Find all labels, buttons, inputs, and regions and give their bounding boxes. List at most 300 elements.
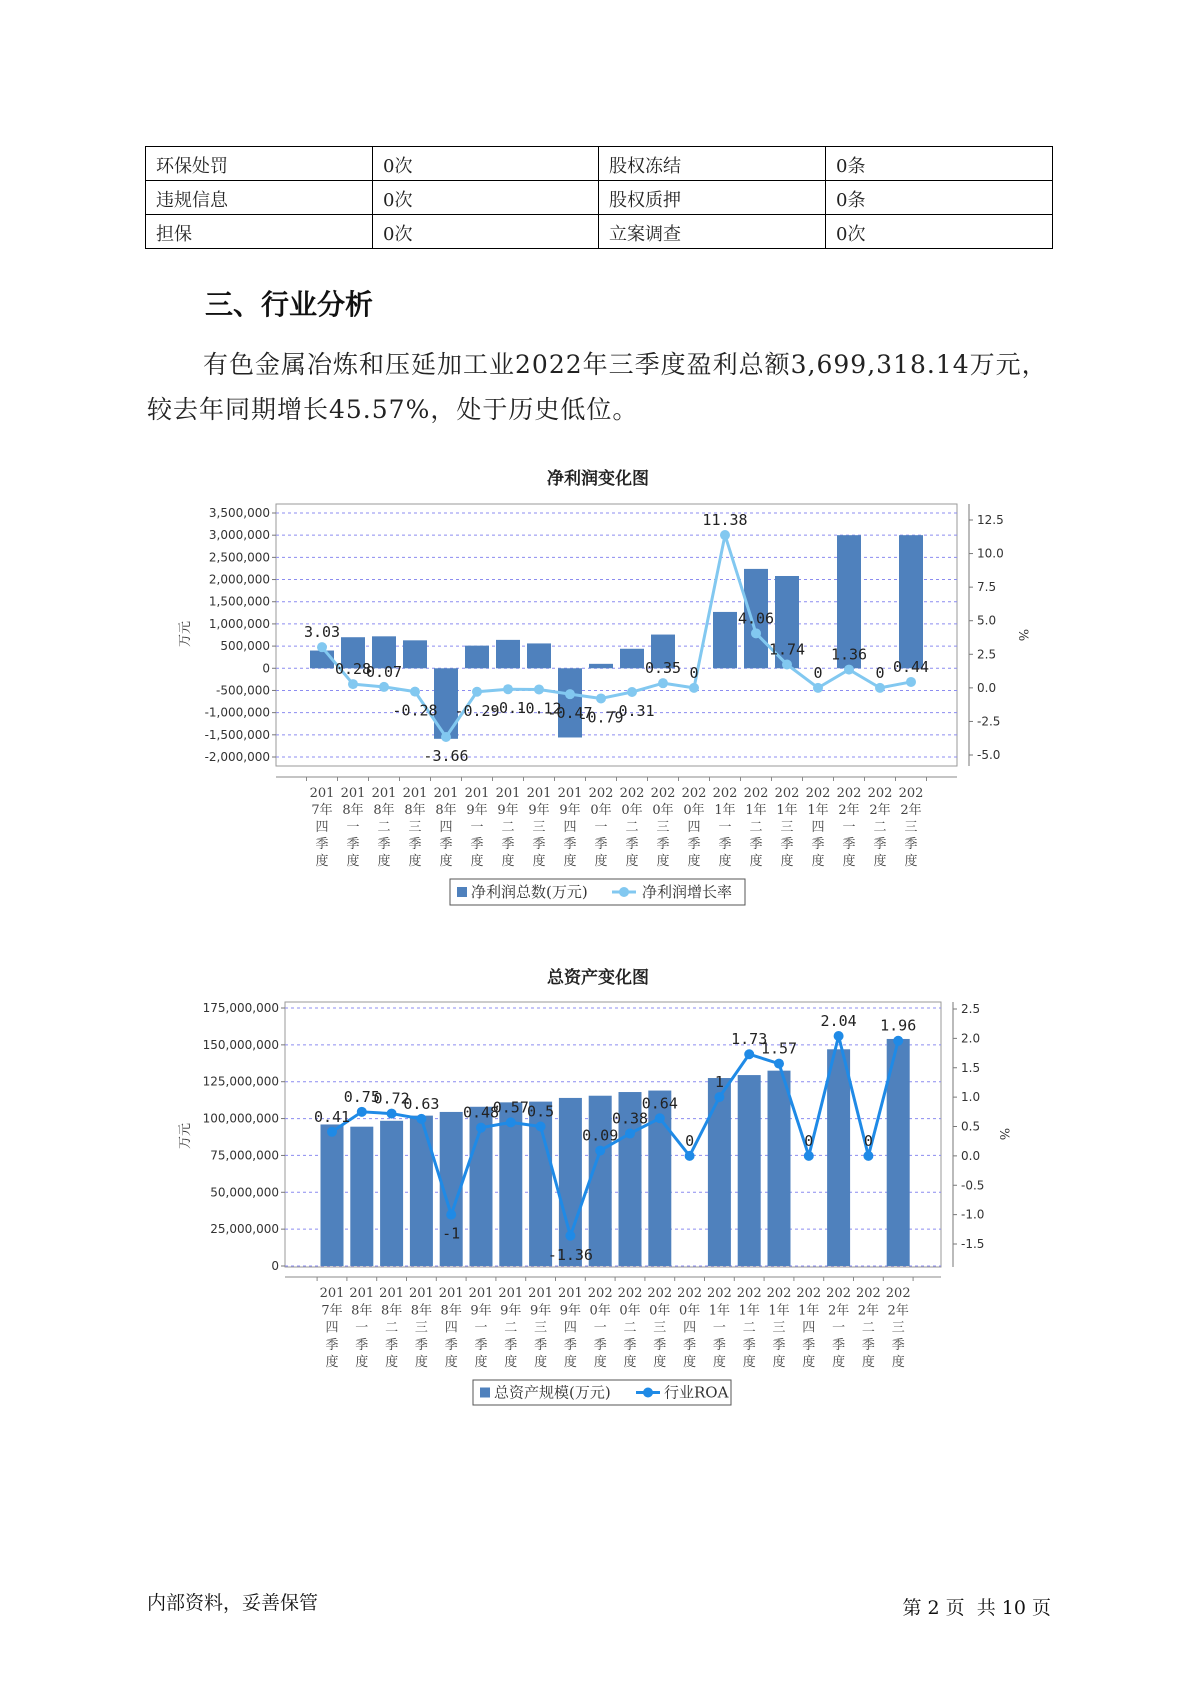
x-tick-label-line: 度: [683, 1355, 697, 1371]
x-tick-label-line: 季: [470, 837, 484, 852]
x-tick-label-line: 202: [836, 786, 862, 801]
x-tick-label-line: 202: [855, 1286, 881, 1301]
x-tick-label-line: 季: [501, 837, 515, 852]
bar: [410, 1116, 433, 1266]
x-tick-label-line: 201: [408, 1286, 434, 1301]
x-tick-label-line: 0年: [649, 1303, 671, 1319]
table-row: [146, 215, 1053, 249]
x-tick-label: [868, 786, 893, 869]
y2-tick-label: 0.0: [961, 1148, 981, 1163]
y2-tick-label: 2.5: [977, 647, 997, 662]
y-tick-label: -1,000,000: [204, 705, 270, 720]
line-marker: [906, 677, 916, 687]
y-tick-label: -500,000: [216, 683, 270, 698]
y2-tick-label: -0.5: [961, 1178, 985, 1193]
x-tick-label: [713, 786, 738, 869]
x-tick-label-line: 一: [594, 820, 608, 835]
x-tick-label-line: 202: [743, 786, 769, 801]
table-cell-label: 环保处罚: [146, 147, 373, 181]
x-tick-label-line: 二: [861, 1320, 875, 1336]
x-tick-label-line: 四: [325, 1320, 339, 1336]
x-tick-label-line: 一: [842, 820, 856, 835]
x-tick-label: [372, 786, 397, 869]
x-tick-label: [886, 1286, 911, 1370]
x-tick-label-line: 度: [563, 854, 577, 869]
line-marker: [327, 1127, 337, 1137]
x-tick-label-line: 四: [683, 1320, 697, 1336]
data-label: 0.38: [611, 1109, 649, 1128]
x-tick-label-line: 201: [433, 786, 459, 801]
bar: [899, 535, 923, 668]
data-label: 0: [689, 663, 699, 682]
x-tick-label-line: 二: [625, 820, 639, 835]
bar: [589, 664, 613, 668]
x-tick-label-line: 度: [742, 1355, 756, 1371]
paragraph-line: 较去年同期增长45.57%，处于历史低位。: [147, 395, 639, 424]
section-heading: 三、行业分析: [205, 288, 374, 321]
data-label: 11.38: [702, 511, 748, 530]
bar: [558, 668, 582, 737]
y2-tick-label: 5.0: [977, 613, 997, 628]
x-tick-label-line: 8年: [435, 803, 457, 818]
table-row: [146, 181, 1053, 215]
y2-tick-label: 12.5: [977, 513, 1004, 527]
line-marker: [379, 682, 389, 692]
x-tick-label-line: 1年: [776, 803, 798, 818]
x-tick-label-line: 201: [349, 1286, 375, 1301]
bar: [403, 640, 427, 668]
x-tick-label-line: 二: [501, 820, 515, 835]
y2-tick-label: -1.5: [961, 1237, 985, 1251]
x-tick-label-line: 季: [444, 1337, 458, 1353]
x-tick-label-line: 季: [811, 837, 825, 852]
data-label: 1.57: [760, 1039, 798, 1058]
table-cell-value: 0次: [373, 215, 599, 249]
data-label: -0.79: [578, 708, 624, 727]
x-tick-label-line: 度: [861, 1355, 875, 1371]
x-tick-label-line: 度: [414, 1355, 428, 1371]
y-tick-label: -1,500,000: [204, 727, 270, 742]
x-tick-label-line: 8年: [410, 1303, 433, 1319]
data-label: 0: [863, 1131, 873, 1150]
x-tick-label-line: 一: [474, 1320, 488, 1336]
x-tick-label-line: 度: [832, 1355, 846, 1371]
data-label: 0: [813, 663, 823, 682]
x-tick-label-line: 度: [532, 854, 546, 869]
x-tick-label-line: 0年: [678, 1303, 701, 1319]
x-tick-label-line: 202: [650, 786, 676, 801]
x-tick-label-line: 一: [470, 820, 484, 835]
table-row: [146, 147, 1053, 181]
line-marker: [536, 1122, 546, 1132]
data-label: -0.47: [547, 704, 593, 723]
y2-tick-label: 1.5: [961, 1060, 981, 1075]
x-tick-label-line: 度: [408, 854, 422, 869]
table-cell-label: 担保: [146, 215, 373, 249]
x-tick-label-line: 季: [742, 1337, 756, 1353]
line-marker: [565, 689, 575, 699]
y2-axis-label: %: [996, 1127, 1011, 1141]
x-tick-label-line: 季: [439, 837, 453, 852]
x-tick-label-line: 四: [315, 820, 329, 835]
line-marker: [720, 530, 730, 540]
y2-axis-label: %: [1015, 628, 1030, 642]
x-tick-label-line: 8年: [373, 803, 395, 818]
bar: [713, 612, 737, 668]
x-tick-label-line: 季: [532, 837, 546, 852]
y-tick-label: 175,000,000: [202, 1001, 279, 1015]
x-tick-label-line: 8年: [380, 1303, 403, 1319]
x-tick-label-line: 8年: [351, 1303, 373, 1319]
x-tick-label-line: 1年: [714, 803, 736, 818]
data-label: 1.73: [731, 1030, 768, 1049]
x-tick-label-line: 季: [563, 837, 577, 852]
x-tick-label-line: 202: [867, 786, 893, 801]
x-tick-label-line: 季: [414, 1337, 428, 1353]
x-tick-label-line: 度: [315, 854, 329, 869]
line-marker: [534, 684, 544, 694]
x-tick-label-line: 201: [309, 786, 335, 801]
x-tick-label-line: 9年: [470, 1303, 492, 1319]
x-tick-label-line: 201: [438, 1286, 464, 1301]
x-tick-label-line: 201: [528, 1286, 554, 1301]
x-tick-label-line: 度: [625, 854, 639, 869]
x-tick-label: [498, 1286, 523, 1370]
x-tick-label: [403, 786, 428, 869]
x-tick-label-line: 一: [718, 820, 732, 835]
bar: [589, 1096, 612, 1266]
x-tick-label-line: 二: [377, 820, 391, 835]
x-tick-label-line: 度: [904, 854, 918, 869]
x-tick-label-line: 9年: [500, 1303, 522, 1319]
x-tick-label-line: 二: [742, 1320, 756, 1336]
bar: [380, 1121, 403, 1266]
line-marker: [476, 1123, 486, 1133]
x-tick-label-line: 0年: [619, 1303, 641, 1319]
x-tick-label-line: 度: [811, 854, 825, 869]
x-tick-label-line: 季: [325, 1337, 339, 1353]
x-tick-label-line: 度: [504, 1355, 518, 1371]
line-marker: [804, 1151, 814, 1161]
data-label: 0.63: [403, 1094, 440, 1113]
data-label: 1.74: [768, 640, 806, 659]
y-tick-label: 1,500,000: [208, 594, 270, 609]
x-tick-label-line: 8年: [440, 1303, 462, 1319]
x-tick-label: [737, 1286, 762, 1370]
x-tick-label-line: 2年: [857, 1303, 880, 1319]
y2-tick-label: -5.0: [977, 748, 1001, 762]
x-tick-label-line: 度: [653, 1355, 667, 1371]
x-tick-label: [527, 786, 552, 869]
x-tick-label-line: 季: [802, 1337, 816, 1353]
x-tick-label-line: 度: [873, 854, 887, 869]
bar: [827, 1049, 850, 1266]
x-tick-label: [806, 786, 831, 869]
data-label: -0.12: [516, 699, 562, 718]
y-tick-label: -2,000,000: [204, 750, 270, 764]
x-tick-label-line: 9年: [466, 803, 488, 818]
x-tick-label-line: 202: [712, 786, 738, 801]
bar: [768, 1071, 791, 1266]
x-tick-label-line: 2年: [869, 803, 891, 818]
data-label: 0.57: [492, 1098, 529, 1117]
paragraph-line: 有色金属冶炼和压延加工业2022年三季度盈利总额3,699,318.14万元，: [203, 350, 1048, 379]
x-tick-label-line: 一: [593, 1320, 607, 1336]
x-tick-label-line: 季: [891, 1337, 905, 1353]
x-tick-label-line: 季: [832, 1337, 846, 1353]
data-label: -1.36: [547, 1245, 593, 1264]
line-marker: [689, 683, 699, 693]
x-tick-label-line: 度: [593, 1355, 607, 1371]
y2-tick-label: 2.5: [961, 1002, 981, 1016]
x-tick-label-line: 四: [563, 1320, 577, 1336]
x-tick-label-line: 季: [625, 837, 639, 852]
x-tick-label-line: 度: [470, 854, 484, 869]
data-label: -0.28: [392, 701, 438, 720]
x-tick-label-line: 季: [534, 1337, 548, 1353]
data-label: 0.35: [644, 659, 682, 678]
x-tick-label-line: 度: [687, 854, 701, 869]
data-label: 0.41: [313, 1107, 351, 1126]
x-tick-label: [826, 1286, 851, 1370]
x-tick-label: [620, 786, 645, 869]
x-tick-label-line: 四: [563, 820, 577, 835]
x-tick-label-line: 季: [873, 837, 887, 852]
data-label: 0.28: [334, 660, 372, 679]
table-cell-value: 0条: [826, 147, 1053, 181]
x-tick-label: [310, 786, 335, 869]
x-tick-label-line: 三: [656, 820, 670, 835]
y-tick-label: 3,000,000: [208, 528, 270, 543]
line-marker: [751, 628, 761, 638]
table-cell-label: 立案调查: [599, 215, 826, 249]
x-tick-label-line: 202: [617, 1286, 643, 1301]
data-label: -3.66: [423, 747, 469, 766]
line-marker: [744, 1049, 754, 1059]
x-tick-label-line: 9年: [559, 1303, 582, 1319]
x-tick-label-line: 四: [811, 820, 825, 835]
x-tick-label: [588, 1286, 613, 1370]
x-tick-label-line: 202: [898, 786, 924, 801]
x-tick-label-line: 三: [414, 1320, 428, 1336]
line-marker: [863, 1151, 873, 1161]
data-label: 0: [685, 1131, 695, 1150]
y-axis-label: 万元: [178, 1122, 193, 1150]
x-tick-label-line: 季: [315, 837, 329, 852]
x-tick-label-line: 度: [355, 1355, 369, 1371]
x-tick-label-line: 季: [718, 837, 732, 852]
x-tick-label: [767, 1286, 792, 1370]
x-tick-label: [796, 1286, 821, 1370]
x-tick-label: [558, 1286, 583, 1370]
x-tick-label-line: 202: [587, 1286, 613, 1301]
line-marker: [714, 1092, 724, 1102]
y2-tick-label: -1.0: [961, 1207, 985, 1222]
x-tick-label-line: 季: [749, 837, 763, 852]
line-marker: [875, 683, 885, 693]
table-cell-label: 股权质押: [599, 181, 826, 215]
x-tick-label-line: 季: [563, 1337, 577, 1353]
line-marker: [774, 1059, 784, 1069]
data-label: -1: [442, 1224, 461, 1243]
x-tick-label: [341, 786, 366, 869]
x-tick-label-line: 季: [346, 837, 360, 852]
legend-marker: [619, 887, 629, 897]
x-tick-label-line: 202: [647, 1286, 673, 1301]
x-tick-label-line: 季: [504, 1337, 518, 1353]
x-tick-label-line: 202: [766, 1286, 792, 1301]
legend-bar-swatch: [480, 1388, 490, 1398]
x-tick-label-line: 201: [319, 1286, 345, 1301]
y-tick-label: 500,000: [220, 639, 270, 654]
x-tick-label-line: 度: [444, 1355, 458, 1371]
x-tick-label-line: 三: [904, 820, 918, 835]
x-tick-label-line: 1年: [738, 1303, 760, 1319]
table-cell-value: 0条: [826, 181, 1053, 215]
x-tick-label-line: 度: [749, 854, 763, 869]
y-tick-label: 50,000,000: [210, 1185, 279, 1200]
y2-tick-label: 0.0: [977, 680, 997, 695]
x-tick-label: [682, 786, 707, 869]
x-tick-label-line: 202: [619, 786, 645, 801]
line-marker: [627, 687, 637, 697]
x-tick-label-line: 0年: [683, 803, 705, 818]
data-label: 0: [804, 1131, 814, 1150]
x-tick-label-line: 三: [891, 1320, 905, 1336]
legend-label: 净利润总数(万元): [471, 883, 588, 901]
line-marker: [472, 687, 482, 697]
x-tick-label-line: 二: [873, 820, 887, 835]
x-tick-label-line: 202: [885, 1286, 911, 1301]
x-tick-label-line: 202: [796, 1286, 822, 1301]
bar: [738, 1075, 761, 1266]
x-tick-label-line: 202: [677, 1286, 703, 1301]
x-tick-label-line: 四: [802, 1320, 816, 1336]
x-tick-label-line: 201: [379, 1286, 405, 1301]
x-tick-label-line: 201: [495, 786, 521, 801]
bar: [465, 646, 489, 669]
x-tick-label-line: 一: [355, 1320, 369, 1336]
line-marker: [782, 659, 792, 669]
x-tick-label: [647, 1286, 672, 1370]
x-tick-label-line: 季: [842, 837, 856, 852]
x-tick-label-line: 7年: [311, 803, 333, 818]
x-tick-label-line: 201: [464, 786, 490, 801]
y-tick-label: 150,000,000: [202, 1037, 279, 1052]
data-label: 0.75: [343, 1087, 380, 1106]
x-tick-label: [320, 1286, 345, 1370]
data-label: 1.96: [880, 1016, 917, 1035]
legend-label: 行业ROA: [664, 1383, 729, 1402]
y-tick-label: 0: [262, 661, 270, 676]
x-tick-label-line: 季: [377, 837, 391, 852]
x-tick-label: [677, 1286, 702, 1370]
data-label: 0.5: [527, 1102, 555, 1121]
y2-tick-label: -2.5: [977, 714, 1001, 729]
x-tick-label-line: 季: [623, 1337, 637, 1353]
x-tick-label-line: 度: [563, 1355, 577, 1371]
x-tick-label-line: 度: [385, 1355, 399, 1371]
data-label: 1.36: [830, 645, 868, 664]
y-axis-label: 万元: [178, 620, 193, 648]
line-marker: [357, 1107, 367, 1117]
x-tick-label-line: 度: [501, 854, 515, 869]
data-label: 0.48: [462, 1103, 500, 1122]
table-cell-label: 股权冻结: [599, 147, 826, 181]
total-assets-chart: [0, 990, 1191, 1415]
y2-tick-label: 0.5: [961, 1119, 981, 1134]
x-tick-label-line: 2年: [827, 1303, 850, 1319]
line-marker: [595, 1146, 605, 1156]
data-label: -0.31: [609, 702, 655, 721]
x-tick-label: [434, 786, 459, 869]
line-marker: [658, 678, 668, 688]
x-tick-label: [439, 1286, 464, 1370]
line-marker: [410, 687, 420, 697]
x-tick-label-line: 0年: [652, 803, 674, 818]
bar: [559, 1098, 582, 1266]
x-tick-label-line: 2年: [887, 1303, 909, 1319]
x-tick-label-line: 201: [468, 1286, 494, 1301]
line-marker: [655, 1113, 665, 1123]
x-tick-label-line: 度: [439, 854, 453, 869]
line-marker: [503, 684, 513, 694]
legend-bar-swatch: [457, 887, 467, 897]
y-tick-label: 0: [271, 1259, 279, 1273]
x-tick-label-line: 度: [780, 854, 794, 869]
x-tick-label-line: 二: [623, 1320, 637, 1336]
x-tick-label-line: 201: [371, 786, 397, 801]
x-tick-label-line: 一: [712, 1320, 726, 1336]
x-tick-label-line: 0年: [590, 803, 612, 818]
x-tick-label-line: 202: [774, 786, 800, 801]
x-tick-label: [349, 1286, 374, 1370]
x-tick-label: [496, 786, 521, 869]
x-tick-label-line: 季: [355, 1337, 369, 1353]
y-tick-label: 75,000,000: [210, 1148, 279, 1163]
x-tick-label-line: 四: [444, 1320, 458, 1336]
x-tick-label-line: 度: [377, 854, 391, 869]
x-tick-label-line: 季: [408, 837, 422, 852]
data-label: 0.07: [365, 662, 403, 681]
x-tick-label-line: 三: [653, 1320, 667, 1336]
x-tick-label-line: 201: [557, 786, 583, 801]
line-marker: [416, 1114, 426, 1124]
line-marker: [596, 693, 606, 703]
x-tick-label: [409, 1286, 434, 1370]
x-tick-label-line: 2年: [838, 803, 860, 818]
x-tick-label-line: 三: [408, 820, 422, 835]
line-marker: [317, 642, 327, 652]
data-label: 0: [875, 663, 885, 682]
legend-marker: [643, 1388, 653, 1398]
y2-tick-label: 1.0: [961, 1090, 981, 1105]
x-tick-label-line: 1年: [708, 1303, 731, 1319]
x-tick-label-line: 季: [861, 1337, 875, 1353]
x-tick-label-line: 三: [532, 820, 546, 835]
bar: [708, 1078, 731, 1266]
x-tick-label-line: 度: [594, 854, 608, 869]
y-tick-label: 25,000,000: [210, 1222, 279, 1237]
table-cell-value: 0次: [373, 147, 599, 181]
x-tick-label-line: 202: [805, 786, 831, 801]
x-tick-label-line: 一: [832, 1320, 846, 1336]
data-label: -0.29: [454, 701, 500, 720]
x-tick-label-line: 7年: [321, 1303, 343, 1319]
table-cell-value: 0次: [826, 215, 1053, 249]
x-tick-label-line: 季: [474, 1337, 488, 1353]
bar: [496, 640, 520, 668]
